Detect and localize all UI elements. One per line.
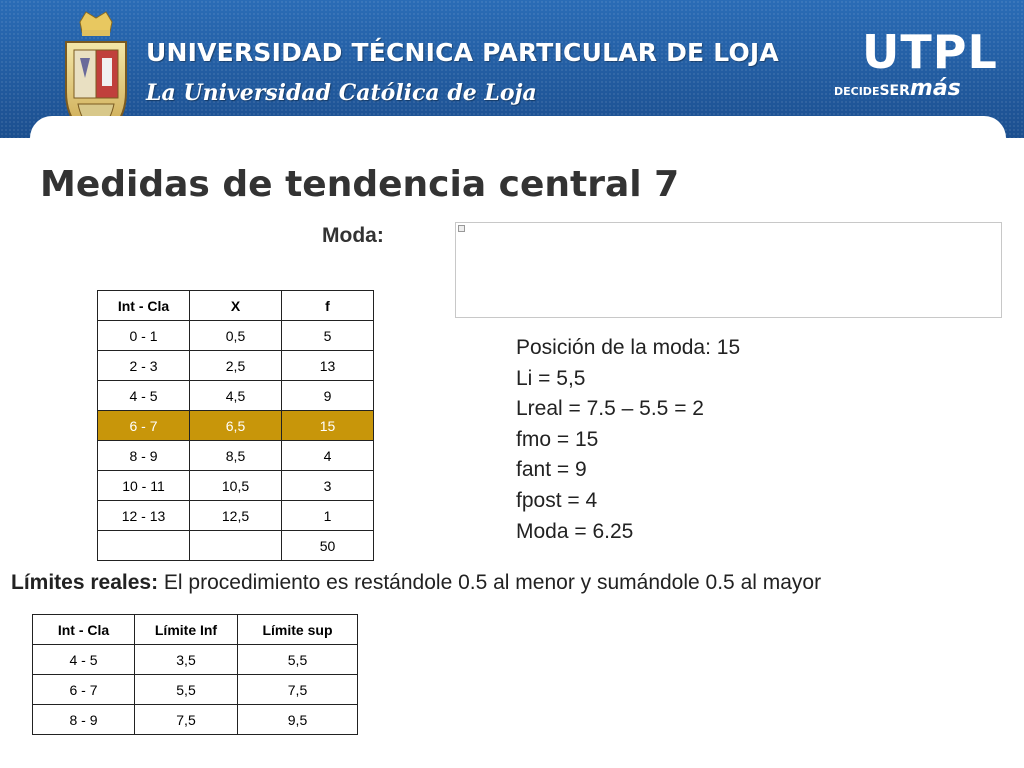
cell-x: 12,5 — [190, 501, 282, 531]
cell-x: 8,5 — [190, 441, 282, 471]
cell-limite-inf: 5,5 — [135, 675, 238, 705]
cell-x: 2,5 — [190, 351, 282, 381]
cell-int-cla: 10 - 11 — [98, 471, 190, 501]
cell-limite-sup: 7,5 — [238, 675, 358, 705]
table-row — [98, 501, 374, 531]
header-x: X — [190, 291, 282, 321]
cell-f-total: 50 — [282, 531, 374, 561]
cell-limite-sup: 5,5 — [238, 645, 358, 675]
cell-f: 15 — [282, 411, 374, 441]
cell-f: 3 — [282, 471, 374, 501]
limits-description — [11, 571, 821, 595]
formula-image-placeholder — [455, 222, 1002, 318]
cell-f: 1 — [282, 501, 374, 531]
calc-line: fmo = 15 — [516, 427, 599, 451]
calc-line: Lreal = 7.5 – 5.5 = 2 — [516, 397, 704, 421]
slide-title: Medidas de tendencia central 7 — [40, 164, 680, 205]
table-row — [98, 441, 374, 471]
cell-int-cla: 2 - 3 — [98, 351, 190, 381]
cell-int-cla: 0 - 1 — [98, 321, 190, 351]
cell-limite-inf: 3,5 — [135, 645, 238, 675]
cell-int-cla — [98, 531, 190, 561]
header-limite-sup: Límite sup — [238, 615, 358, 645]
cell-x: 10,5 — [190, 471, 282, 501]
slogan-part-1: DECIDE — [834, 85, 880, 98]
cell-int-cla: 6 - 7 — [98, 411, 190, 441]
university-name: UNIVERSIDAD TÉCNICA PARTICULAR DE LOJA — [146, 38, 779, 67]
header-int-cla: Int - Cla — [33, 615, 135, 645]
header-int-cla: Int - Cla — [98, 291, 190, 321]
table-row — [33, 645, 358, 675]
cell-int-cla: 8 - 9 — [98, 441, 190, 471]
slogan-part-3: más — [909, 76, 961, 101]
broken-image-icon — [458, 225, 465, 232]
calc-line: fpost = 4 — [516, 488, 598, 512]
cell-int-cla: 6 - 7 — [33, 675, 135, 705]
cell-int-cla: 4 - 5 — [98, 381, 190, 411]
cell-int-cla: 12 - 13 — [98, 501, 190, 531]
table-row — [33, 705, 358, 735]
calc-line: Posición de la moda: 15 — [516, 336, 741, 359]
table-row — [98, 321, 374, 351]
cell-f: 9 — [282, 381, 374, 411]
header-banner — [0, 0, 1024, 138]
cell-int-cla: 4 - 5 — [33, 645, 135, 675]
university-subtitle: La Universidad Católica de Loja — [146, 80, 537, 106]
header-limite-inf: Límite Inf — [135, 615, 238, 645]
limits-table-header — [33, 615, 358, 645]
calc-line: fant = 9 — [516, 458, 587, 482]
limits-label: Límites reales: — [11, 571, 159, 594]
table-row — [98, 471, 374, 501]
cell-f: 5 — [282, 321, 374, 351]
table-row-total — [98, 531, 374, 561]
table-row — [33, 675, 358, 705]
cell-x: 4,5 — [190, 381, 282, 411]
limits-text: El procedimiento es restándole 0.5 al menor y sumándole 0.5 al mayor — [158, 571, 822, 594]
cell-x: 0,5 — [190, 321, 282, 351]
moda-label: Moda: — [322, 224, 384, 247]
calc-line: Li = 5,5 — [516, 366, 586, 390]
table-row-modal-class — [98, 411, 374, 441]
banner-curve — [30, 116, 1006, 156]
cell-x — [190, 531, 282, 561]
slogan-part-2: SER — [879, 83, 910, 99]
utpl-logo: UTPL — [862, 25, 998, 79]
table-row — [98, 381, 374, 411]
moda-calculation — [516, 333, 740, 547]
cell-f: 4 — [282, 441, 374, 471]
cell-f: 13 — [282, 351, 374, 381]
cell-limite-inf: 7,5 — [135, 705, 238, 735]
utpl-slogan — [834, 76, 961, 101]
cell-int-cla: 8 - 9 — [33, 705, 135, 735]
cell-limite-sup: 9,5 — [238, 705, 358, 735]
frequency-table — [97, 290, 374, 561]
table-row — [98, 351, 374, 381]
cell-x: 6,5 — [190, 411, 282, 441]
header-f: f — [282, 291, 374, 321]
limits-table — [32, 614, 358, 735]
calc-line: Moda = 6.25 — [516, 519, 634, 543]
frequency-table-header — [98, 291, 374, 321]
